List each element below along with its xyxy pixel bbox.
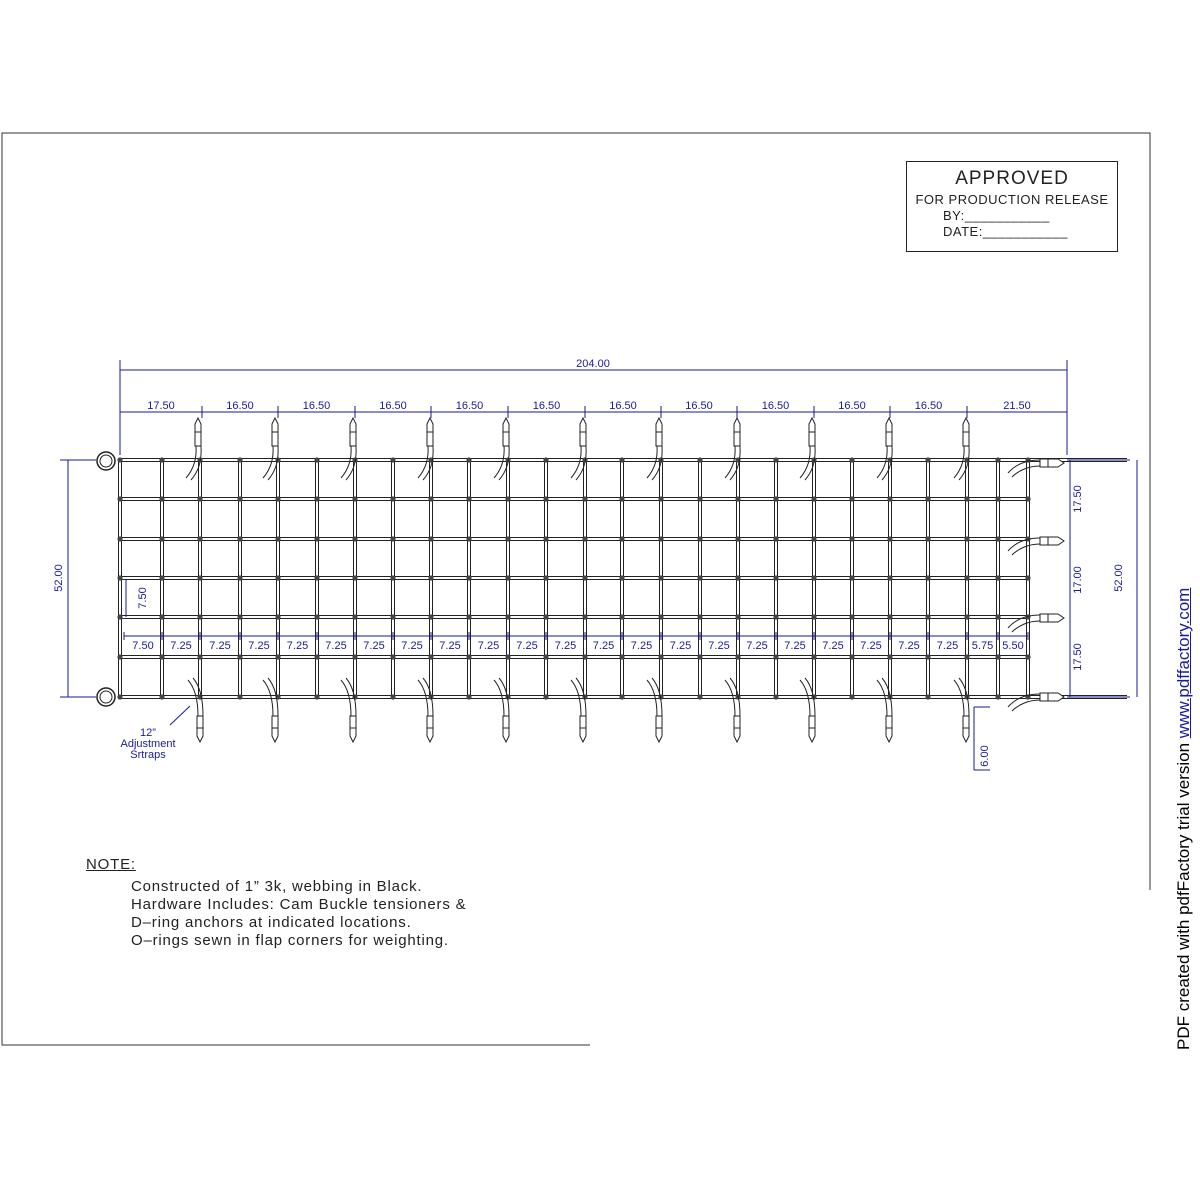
stamp-by: BY:___________	[943, 208, 1050, 223]
stitch-node	[582, 614, 587, 619]
stitch-node	[314, 614, 319, 619]
notes-line: Constructed of 1” 3k, webbing in Black.	[131, 878, 423, 895]
stitch-node	[314, 575, 319, 580]
stitch-node	[735, 536, 740, 541]
o-ring	[100, 455, 112, 467]
o-ring	[100, 691, 112, 703]
stitch-node	[352, 496, 357, 501]
stitch-node	[887, 575, 892, 580]
stitch-node	[1025, 496, 1030, 501]
stitch-node	[925, 457, 930, 462]
top-seg-dim: 16.50	[532, 400, 561, 412]
stitch-node	[735, 654, 740, 659]
stitch-node	[773, 654, 778, 659]
stitch-node	[995, 496, 1000, 501]
stitch-node	[390, 614, 395, 619]
stitch-node	[619, 536, 624, 541]
stitch-node	[237, 614, 242, 619]
row-seg-dim: 7.50	[132, 640, 154, 652]
right-height-dim: 52.00	[1113, 564, 1125, 592]
stitch-node	[887, 496, 892, 501]
row-seg-dim: 7.25	[516, 640, 538, 652]
stitch-node	[159, 654, 164, 659]
top-seg-dim: 21.50	[1003, 400, 1031, 412]
stitch-node	[1025, 575, 1030, 580]
stitch-node	[887, 536, 892, 541]
stitch-node	[275, 536, 280, 541]
right-seg-dim-2: 17.00	[1072, 566, 1084, 594]
row-seg-dim: 5.75	[971, 640, 994, 652]
row-seg-dim: 7.25	[898, 640, 920, 652]
stitch-node	[390, 575, 395, 580]
stitch-node	[773, 614, 778, 619]
stitch-node	[428, 536, 433, 541]
row-seg-dim: 7.25	[439, 640, 461, 652]
stitch-node	[925, 496, 930, 501]
stitch-node	[390, 496, 395, 501]
row-seg-dim: 7.25	[363, 640, 385, 652]
top-seg-dim: 16.50	[685, 400, 713, 412]
stitch-node	[466, 614, 471, 619]
stitch-node	[849, 536, 854, 541]
stitch-node	[925, 536, 930, 541]
cam-buckle	[734, 716, 740, 742]
stitch-node	[275, 496, 280, 501]
cam-buckle	[427, 716, 433, 742]
stitch-node	[995, 614, 1000, 619]
stitch-node	[773, 694, 778, 699]
top-seg-dim: 16.50	[914, 400, 943, 412]
cam-buckle	[1040, 614, 1064, 622]
stitch-node	[697, 457, 702, 462]
top-seg-dim: 16.50	[838, 400, 866, 412]
row-seg-dim: 7.25	[477, 640, 500, 652]
stitch-node	[849, 575, 854, 580]
stitch-node	[314, 496, 319, 501]
stitch-node	[159, 614, 164, 619]
stitch-node	[390, 694, 395, 699]
stitch-node	[543, 496, 548, 501]
stitch-node	[197, 575, 202, 580]
stitch-node	[237, 536, 242, 541]
adjustment-strap	[877, 446, 892, 480]
row-seg-dim: 7.25	[822, 640, 844, 652]
row-seg-dim: 7.25	[860, 640, 882, 652]
stitch-node	[314, 457, 319, 462]
adjustment-strap	[418, 446, 433, 480]
stitch-node	[237, 654, 242, 659]
stitch-node	[773, 457, 778, 462]
stitch-node	[275, 575, 280, 580]
stitch-node	[543, 694, 548, 699]
stitch-node	[117, 536, 122, 541]
stitch-node	[995, 575, 1000, 580]
stitch-node	[466, 457, 471, 462]
cam-buckle	[1040, 693, 1064, 701]
stitch-node	[925, 694, 930, 699]
stitch-node	[117, 457, 122, 462]
pdf-footer-text: PDF created with pdfFactory trial version	[1174, 738, 1193, 1050]
stitch-node	[159, 536, 164, 541]
stitch-node	[811, 575, 816, 580]
stitch-node	[505, 614, 510, 619]
row-seg-dim: 7.25	[248, 640, 270, 652]
top-seg-dim: 16.50	[302, 400, 331, 412]
stitch-node	[964, 575, 969, 580]
stitch-node	[658, 614, 663, 619]
cam-buckle	[580, 716, 586, 742]
row-seg-dim: 7.25	[170, 640, 192, 652]
cam-buckle	[886, 716, 892, 742]
stitch-node	[543, 654, 548, 659]
stitch-node	[582, 536, 587, 541]
notes-heading: NOTE:	[86, 856, 136, 873]
stitch-node	[197, 496, 202, 501]
stitch-node	[619, 496, 624, 501]
stitch-node	[275, 654, 280, 659]
notes-line: D–ring anchors at indicated locations.	[131, 914, 412, 931]
cam-buckle	[272, 716, 278, 742]
row-seg-dim: 7.25	[325, 640, 347, 652]
stitch-node	[543, 614, 548, 619]
row-seg-dim: 7.25	[401, 640, 423, 652]
stitch-node	[543, 575, 548, 580]
top-seg-dim: 16.50	[455, 400, 484, 412]
cam-buckle	[809, 716, 815, 742]
stitch-node	[505, 654, 510, 659]
stitch-node	[887, 614, 892, 619]
row-seg-dim: 7.25	[746, 640, 768, 652]
stitch-node	[543, 457, 548, 462]
stitch-node	[811, 614, 816, 619]
row-seg-dim: 7.25	[936, 640, 959, 652]
stitch-node	[849, 614, 854, 619]
stitch-node	[428, 496, 433, 501]
stitch-node	[995, 457, 1000, 462]
right-seg-dim-1: 17.50	[1072, 485, 1084, 513]
stitch-node	[237, 496, 242, 501]
stitch-node	[1025, 654, 1030, 659]
stitch-node	[582, 496, 587, 501]
top-seg-dim: 16.50	[609, 400, 637, 412]
notes-line: Hardware Includes: Cam Buckle tensioners &	[131, 896, 467, 913]
row-seg-dim: 7.25	[708, 640, 730, 652]
stitch-node	[159, 496, 164, 501]
stitch-node	[887, 654, 892, 659]
stamp-title: APPROVED	[955, 168, 1069, 189]
stitch-node	[619, 614, 624, 619]
stitch-node	[849, 457, 854, 462]
stitch-node	[197, 536, 202, 541]
stitch-node	[773, 536, 778, 541]
adjustment-strap	[1008, 694, 1040, 711]
stitch-node	[466, 575, 471, 580]
stitch-node	[697, 575, 702, 580]
stitch-node	[658, 496, 663, 501]
stitch-node	[159, 694, 164, 699]
stitch-node	[849, 654, 854, 659]
cell-height-dim: 7.50	[137, 587, 149, 609]
adjustment-strap	[954, 446, 969, 480]
stitch-node	[811, 536, 816, 541]
notes-line: O–rings sewn in flap corners for weighting.	[131, 932, 449, 949]
callout-line1: 12”	[140, 727, 156, 739]
stitch-node	[697, 654, 702, 659]
stitch-node	[237, 694, 242, 699]
stitch-node	[159, 575, 164, 580]
stitch-node	[352, 575, 357, 580]
stitch-node	[849, 694, 854, 699]
stitch-node	[925, 654, 930, 659]
approval-stamp	[906, 161, 1118, 252]
stitch-node	[428, 654, 433, 659]
stitch-node	[159, 457, 164, 462]
stitch-node	[964, 536, 969, 541]
stitch-node	[811, 496, 816, 501]
stitch-node	[352, 614, 357, 619]
stitch-node	[505, 496, 510, 501]
stitch-node	[352, 654, 357, 659]
stitch-node	[543, 536, 548, 541]
cam-buckle	[1040, 537, 1064, 545]
stitch-node	[314, 654, 319, 659]
cam-buckle	[350, 716, 356, 742]
cam-buckle	[1040, 459, 1064, 467]
stitch-node	[582, 654, 587, 659]
adjustment-strap	[1008, 615, 1040, 632]
stitch-node	[773, 575, 778, 580]
row-seg-dim: 5.50	[1002, 640, 1024, 652]
stitch-node	[658, 654, 663, 659]
notes-block	[86, 856, 466, 950]
left-height-dim: 52.00	[53, 564, 65, 592]
row-seg-dim: 7.25	[669, 640, 692, 652]
strap-offset-dim: 6.00	[979, 745, 991, 767]
row-seg-dim: 7.25	[630, 640, 653, 652]
callout-leader	[170, 706, 190, 725]
stitch-node	[275, 614, 280, 619]
callout-line2: Adjustment	[120, 738, 176, 750]
stitch-node	[619, 457, 624, 462]
adjustment-strap	[263, 446, 278, 480]
stitch-node	[619, 694, 624, 699]
top-seg-dim: 17.50	[147, 400, 175, 412]
cam-buckle	[963, 716, 969, 742]
adjustment-strap	[725, 446, 740, 480]
stitch-node	[773, 496, 778, 501]
stitch-node	[619, 575, 624, 580]
stitch-node	[117, 496, 122, 501]
top-seg-dim: 16.50	[761, 400, 790, 412]
stitch-node	[582, 575, 587, 580]
stitch-node	[466, 536, 471, 541]
stitch-node	[697, 694, 702, 699]
stitch-node	[117, 694, 122, 699]
stitch-node	[117, 654, 122, 659]
stitch-node	[619, 654, 624, 659]
right-seg-dim-3: 17.50	[1072, 643, 1084, 671]
stitch-node	[466, 496, 471, 501]
stitch-node	[735, 614, 740, 619]
cam-buckle	[197, 716, 203, 742]
row-seg-dim: 7.25	[286, 640, 309, 652]
row-seg-dim: 7.25	[592, 640, 615, 652]
stitch-node	[390, 536, 395, 541]
stitch-node	[697, 614, 702, 619]
stitch-node	[658, 575, 663, 580]
stitch-node	[849, 496, 854, 501]
stitch-node	[697, 496, 702, 501]
stitch-node	[811, 654, 816, 659]
stitch-node	[197, 614, 202, 619]
dimension-layer	[120, 400, 1067, 652]
stitch-node	[658, 536, 663, 541]
stitch-node	[197, 654, 202, 659]
stitch-node	[352, 536, 357, 541]
top-seg-dim: 16.50	[379, 400, 407, 412]
stitch-node	[697, 536, 702, 541]
pdf-footer-link[interactable]: www.pdffactory.com	[1174, 587, 1193, 739]
stitch-node	[964, 614, 969, 619]
stitch-node	[995, 694, 1000, 699]
stitch-node	[117, 575, 122, 580]
row-seg-dim: 7.25	[554, 640, 577, 652]
stitch-node	[505, 536, 510, 541]
stitch-node	[466, 654, 471, 659]
stitch-node	[735, 496, 740, 501]
stitch-node	[964, 496, 969, 501]
stamp-date: DATE:___________	[943, 224, 1068, 239]
stitch-node	[390, 654, 395, 659]
stitch-node	[428, 614, 433, 619]
stitch-node	[505, 575, 510, 580]
cam-buckle	[656, 716, 662, 742]
stitch-node	[995, 654, 1000, 659]
stitch-node	[925, 575, 930, 580]
webbing-grid	[117, 457, 1127, 699]
stamp-subtitle: FOR PRODUCTION RELEASE	[915, 192, 1109, 207]
stitch-node	[466, 694, 471, 699]
stitch-node	[964, 654, 969, 659]
row-seg-dim: 7.25	[209, 640, 231, 652]
stitch-node	[237, 457, 242, 462]
callout-line3: Srtraps	[130, 749, 166, 761]
cam-buckle	[503, 716, 509, 742]
stitch-node	[995, 536, 1000, 541]
row-seg-dim: 7.25	[784, 640, 806, 652]
stitch-node	[428, 575, 433, 580]
adjustment-strap	[1008, 460, 1040, 477]
stitch-node	[237, 575, 242, 580]
stitch-node	[390, 457, 395, 462]
overall-width-dim: 204.00	[576, 358, 610, 370]
stitch-node	[735, 575, 740, 580]
stitch-node	[117, 614, 122, 619]
stitch-node	[314, 694, 319, 699]
top-seg-dim: 16.50	[226, 400, 254, 412]
stitch-node	[314, 536, 319, 541]
stitch-node	[925, 614, 930, 619]
